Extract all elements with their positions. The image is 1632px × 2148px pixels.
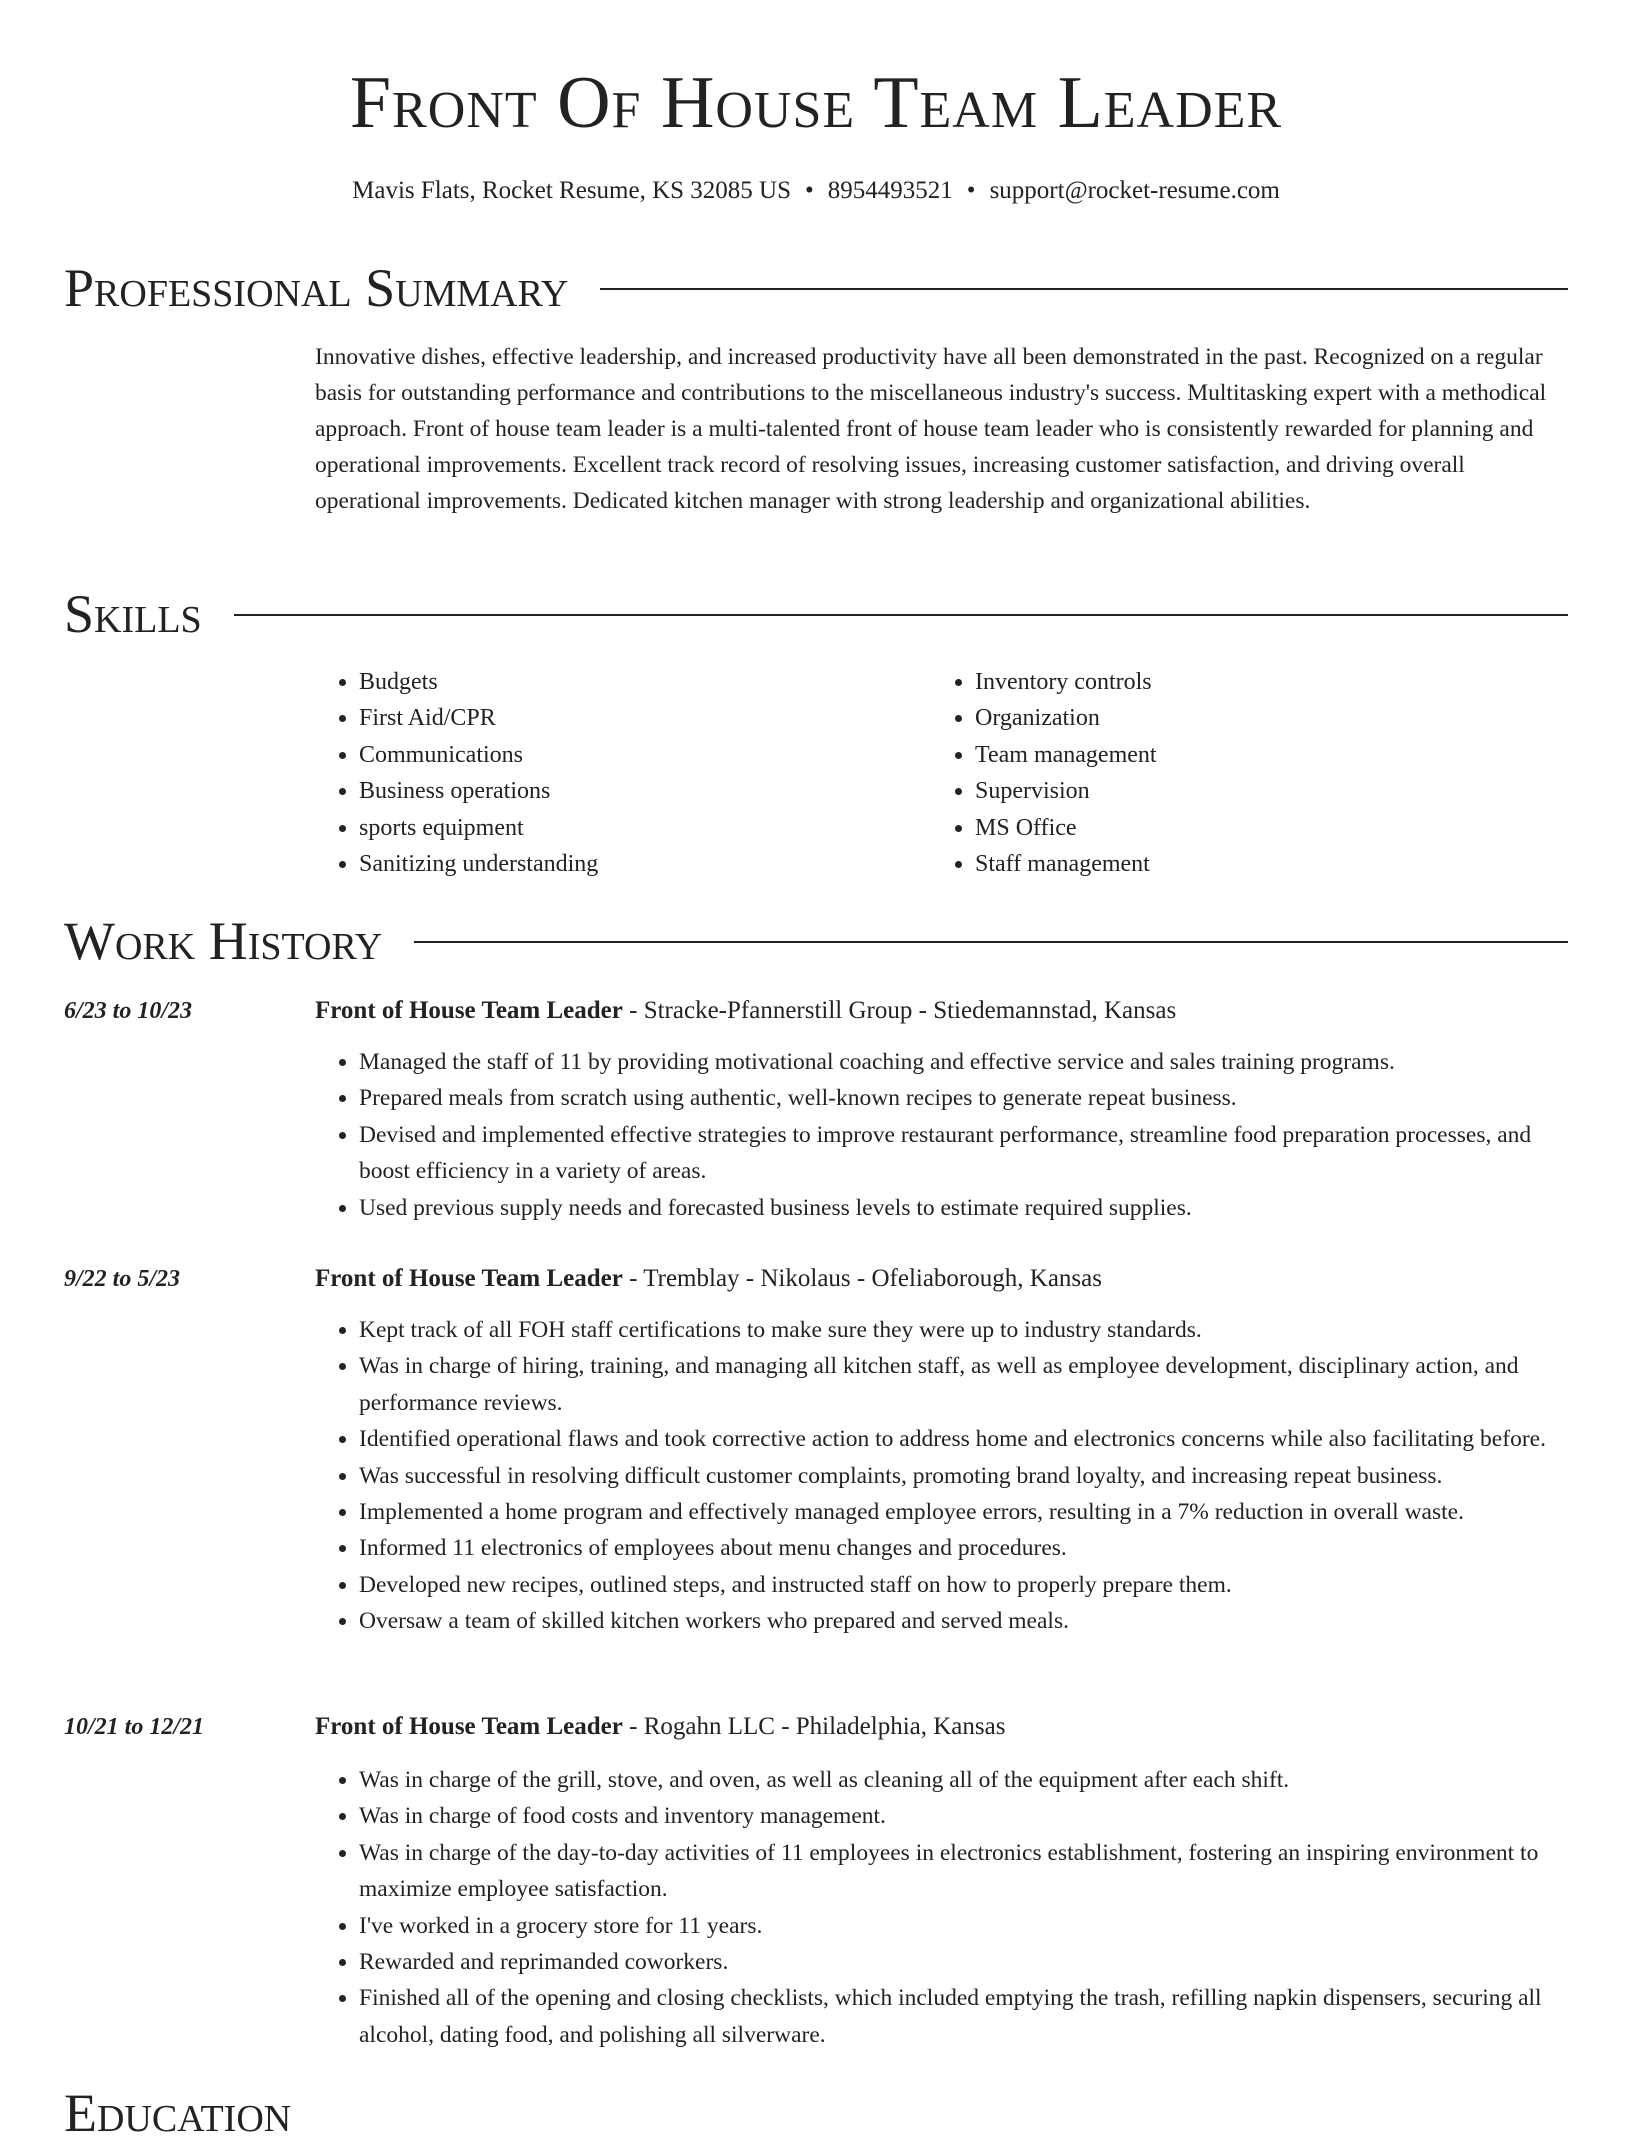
section-title: Work History <box>64 911 383 971</box>
resume-name-heading: Front Of House Team Leader <box>349 62 1283 144</box>
skills-list-left <box>315 664 929 882</box>
skill-item: • Supervision <box>975 773 1575 809</box>
section-title: Education <box>64 2083 292 2143</box>
job-dates: 9/22 to 5/23 <box>64 1266 181 1292</box>
job-duties <box>315 1044 1568 1226</box>
section-title: Professional Summary <box>64 258 569 318</box>
job-heading <box>315 1710 1005 1744</box>
section-divider <box>600 288 1568 290</box>
duty-item: • Was in charge of the day-to-day activities of 11 employees in electronics establishment, fostering an inspiring environment to maximize employee satisfaction. <box>359 1835 1568 1908</box>
duty-item: • Was in charge of hiring, training, and managing all kitchen staff, as well as employee development, disciplinary action, and performance reviews. <box>359 1348 1568 1421</box>
section-divider <box>414 941 1568 943</box>
section-header-summary <box>64 253 1568 323</box>
duty-item: • Prepared meals from scratch using authentic, well-known recipes to generate repeat business. <box>359 1080 1568 1116</box>
job-title: Front of House Team Leader <box>315 1713 623 1740</box>
duty-item: • Was in charge of the grill, stove, and oven, as well as cleaning all of the equipment after each shift. <box>359 1762 1568 1798</box>
contact-address: Mavis Flats, Rocket Resume, KS 32085 US <box>352 177 792 204</box>
duty-item: • Oversaw a team of skilled kitchen workers who prepared and served meals. <box>359 1603 1568 1639</box>
duty-item: • Rewarded and reprimanded coworkers. <box>359 1944 1568 1980</box>
duty-item: • Managed the staff of 11 by providing motivational coaching and effective service and sales training programs. <box>359 1044 1568 1080</box>
skill-item: • First Aid/CPR <box>359 700 929 736</box>
section-title: Skills <box>64 584 202 644</box>
skill-item: • Communications <box>359 737 929 773</box>
skill-item: • Team management <box>975 737 1575 773</box>
skill-item: • sports equipment <box>359 810 929 846</box>
section-header-education <box>64 2078 1568 2148</box>
skill-item: • Business operations <box>359 773 929 809</box>
contact-line <box>0 174 1632 208</box>
skill-item: • Sanitizing understanding <box>359 846 929 882</box>
job-duties <box>315 1762 1568 2053</box>
duty-item: • I've worked in a grocery store for 11 years. <box>359 1908 1568 1944</box>
job-dates: 6/23 to 10/23 <box>64 998 193 1024</box>
duty-item: • Informed 11 electronics of employees about menu changes and procedures. <box>359 1530 1568 1566</box>
job-employer: - Rogahn LLC - Philadelphia, Kansas <box>622 1713 1006 1740</box>
contact-email: support@rocket-resume.com <box>989 177 1280 204</box>
job-duties <box>315 1312 1568 1640</box>
contact-separator: • <box>966 177 976 204</box>
skill-item: • Inventory controls <box>975 664 1575 700</box>
duty-item: • Finished all of the opening and closing checklists, which included emptying the trash, refilling napkin dispensers, securing all alcohol, dating food, and polishing all silverware. <box>359 1980 1568 2053</box>
duty-item: • Used previous supply needs and forecasted business levels to estimate required supplies. <box>359 1190 1568 1226</box>
contact-phone: 8954493521 <box>827 177 953 204</box>
job-dates: 10/21 to 12/21 <box>64 1714 205 1740</box>
section-header-skills <box>64 579 1568 649</box>
duty-item: • Was in charge of food costs and inventory management. <box>359 1798 1568 1834</box>
skill-item: • MS Office <box>975 810 1575 846</box>
job-title: Front of House Team Leader <box>315 1265 623 1292</box>
skills-list-right <box>931 664 1575 882</box>
skill-item: • Organization <box>975 700 1575 736</box>
duty-item: • Kept track of all FOH staff certifications to make sure they were up to industry standards. <box>359 1312 1568 1348</box>
contact-separator: • <box>805 177 814 204</box>
job-title: Front of House Team Leader <box>315 997 623 1024</box>
duty-item: • Devised and implemented effective strategies to improve restaurant performance, streamline food preparation processes, and boost efficiency in a variety of areas. <box>359 1117 1568 1190</box>
section-header-work-history <box>64 906 1568 976</box>
duty-item: • Was successful in resolving difficult customer complaints, promoting brand loyalty, and increasing repeat business. <box>359 1458 1568 1494</box>
job-heading <box>315 1262 1102 1296</box>
skill-item: • Budgets <box>359 664 929 700</box>
duty-item: • Implemented a home program and effectively managed employee errors, resulting in a 7% reduction in overall waste. <box>359 1494 1568 1530</box>
section-divider <box>234 614 1568 616</box>
skill-item: • Staff management <box>975 846 1575 882</box>
job-heading <box>315 994 1176 1028</box>
duty-item: • Identified operational flaws and took corrective action to address home and electronics concerns while also facilitating before. <box>359 1421 1568 1457</box>
duty-item: • Developed new recipes, outlined steps, and instructed staff on how to properly prepare them. <box>359 1567 1568 1603</box>
job-employer: - Stracke-Pfannerstill Group - Stiedemannstad, Kansas <box>622 997 1177 1024</box>
job-employer: - Tremblay - Nikolaus - Ofeliaborough, Kansas <box>622 1265 1102 1292</box>
summary-text: Innovative dishes, effective leadership, and increased productivity have all been demonstrated in the past. Recognized on a regular basis for outstanding performance and contributions to the miscellaneous industry's success. Multitasking expert with a methodical approach. Front of house team leader is a multi-talented front of house team leader who is consistently rewarded for planning and operational improvements. Excellent track record of resolving issues, increasing customer satisfaction, and driving overall operational improvements. Dedicated kitchen manager with strong leadership and organizational abilities. <box>315 344 1547 514</box>
